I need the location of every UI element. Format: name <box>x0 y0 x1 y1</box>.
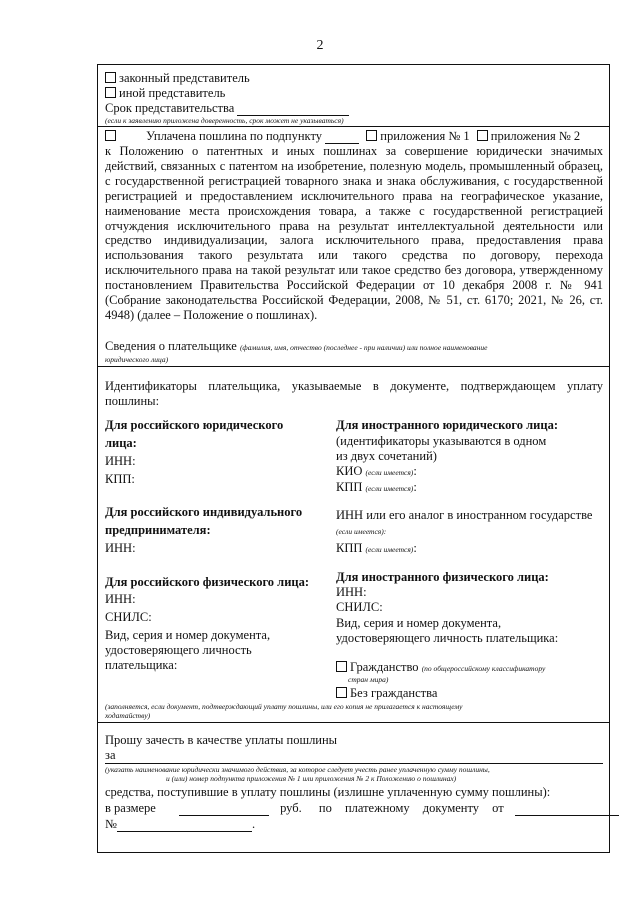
foreign-legal-kio[interactable]: КИО (если имеется): <box>336 464 417 478</box>
payer-identifiers-intro-end: пошлины: <box>105 394 160 408</box>
foreign-legal-heading: Для иностранного юридического лица: <box>336 418 558 432</box>
payment-number-field[interactable] <box>117 831 252 832</box>
ru-ip-heading: Для российского индивидуального <box>105 505 303 519</box>
other-representative-option[interactable]: иной представитель <box>105 86 225 101</box>
fee-regulation-text: к Положению о патентных и иных пошлинах за совершение юридически значимых действий, связанных с патентом на изобретение, полезную модель, промышленный образец, с государственной регистрацией товарного знака и знака обслуживания, с государственной регистрацией и предоставлением исключительного права на географическое указание, наименование места происхождения товара, а также с государственной регистрацией отчуждения исключительного права на результат интеллектуальной деятельности или средство индивидуализации, залога исключительного права, предоставления права использования такого результата или такого средства по договору, перехода исключительного права на такой результат или такое средство без договора, утвержденному постановлением Правительства Российской Федерации от 10 декабря 2008 г. № 941 (Собрание законодательства Российской Федерации, 2008, № 51, ст. 6170; 2021, № 26, ст. 4948) (далее – Положение о пошлинах). <box>105 144 603 322</box>
appendix-2-checkbox[interactable] <box>477 130 488 141</box>
request-for-note: (указать наименование юридически значимого действия, за которое следует учесть ранее уплаченную сумму пошлины, <box>105 765 490 774</box>
foreign-legal-note-end: из двух сочетаний) <box>336 449 437 463</box>
ru-legal-heading-end: лица: <box>105 436 137 450</box>
citizenship-note: стран мира) <box>348 675 389 684</box>
payer-identifiers-intro: Идентификаторы плательщика, указываемые в документе, подтверждающем уплату <box>105 379 603 393</box>
request-offset-line: Прошу зачесть в качестве уплаты пошлины <box>105 733 338 747</box>
foreign-legal-kpp[interactable]: КПП (если имеется): <box>336 480 417 494</box>
request-for-line: за <box>105 748 116 762</box>
ru-legal-heading: Для российского юридического <box>105 418 284 432</box>
foreign-legal-note: (идентификаторы указываются в одном <box>336 434 547 448</box>
legal-representative-checkbox[interactable] <box>105 72 116 83</box>
identifiers-footer-note: (заполняется, если документ, подтверждающий уплату пошлины, или его копия не прилагается к настоящему <box>105 702 463 711</box>
legal-representative-option[interactable]: законный представитель <box>105 71 250 86</box>
request-for-field[interactable] <box>105 763 603 764</box>
identifiers-footer-note-end: ходатайству) <box>105 711 151 720</box>
citizenship-checkbox[interactable] <box>336 661 347 672</box>
foreign-inn-note: (если имеется): <box>336 527 387 536</box>
ru-person-doc-3[interactable]: плательщика: <box>105 658 178 672</box>
stateless-option[interactable]: Без гражданства <box>336 686 437 701</box>
ru-person-snils[interactable]: СНИЛС: <box>105 610 152 624</box>
ru-legal-inn[interactable]: ИНН: <box>105 454 136 468</box>
ru-person-doc-2: удостоверяющего личность <box>105 643 252 657</box>
ru-person-doc: Вид, серия и номер документа, <box>105 628 271 642</box>
appendix-1-checkbox[interactable] <box>366 130 377 141</box>
foreign-kpp[interactable]: КПП (если имеется): <box>336 541 417 555</box>
ru-ip-inn[interactable]: ИНН: <box>105 541 136 555</box>
payer-info-label: Сведения о плательщике (фамилия, имя, отчество (последнее - при наличии) или полное наименование <box>105 339 488 353</box>
page-number: 2 <box>316 38 324 53</box>
form-frame <box>97 64 610 853</box>
citizenship-option[interactable]: Гражданство (по общероссийскому классификатору <box>336 660 545 676</box>
foreign-person-heading: Для иностранного физического лица: <box>336 570 549 584</box>
foreign-person-snils[interactable]: СНИЛС: <box>336 600 383 614</box>
request-for-note-end: и (или) номер подпункта приложения № 1 или приложения № 2 к Положению о пошлинах) <box>166 774 457 783</box>
payment-date-field[interactable] <box>515 815 619 816</box>
ru-person-heading: Для российского физического лица: <box>105 575 310 589</box>
divider <box>98 722 609 723</box>
ru-legal-kpp[interactable]: КПП: <box>105 472 135 486</box>
foreign-person-doc: Вид, серия и номер документа, <box>336 616 502 630</box>
payment-number-line: № . <box>105 817 256 831</box>
foreign-person-doc-2[interactable]: удостоверяющего личность плательщика: <box>336 631 559 645</box>
representation-term-note: (если к заявлению приложена доверенность, срок может не указываться) <box>105 116 344 125</box>
foreign-person-inn[interactable]: ИНН: <box>336 585 367 599</box>
divider <box>98 126 609 127</box>
representation-term: Срок представительства <box>105 101 349 116</box>
ru-person-inn[interactable]: ИНН: <box>105 592 136 606</box>
other-representative-checkbox[interactable] <box>105 87 116 98</box>
amount-field[interactable] <box>179 815 269 816</box>
payer-info-note: юридического лица) <box>105 355 169 364</box>
stateless-checkbox[interactable] <box>336 687 347 698</box>
ru-ip-heading-end: предпринимателя: <box>105 523 211 537</box>
divider <box>98 366 609 367</box>
request-funds-line: средства, поступившие в уплату пошлины (излишне уплаченную сумму пошлины): <box>105 785 551 799</box>
fee-paid-line: Уплачена пошлина по подпункту приложения № 1 приложения № 2 <box>105 129 603 144</box>
fee-paid-checkbox[interactable] <box>105 130 116 141</box>
foreign-inn[interactable]: ИНН или его аналог в иностранном государстве <box>336 508 593 522</box>
request-amount-line: в размере руб. по платежному документу от <box>105 801 603 816</box>
